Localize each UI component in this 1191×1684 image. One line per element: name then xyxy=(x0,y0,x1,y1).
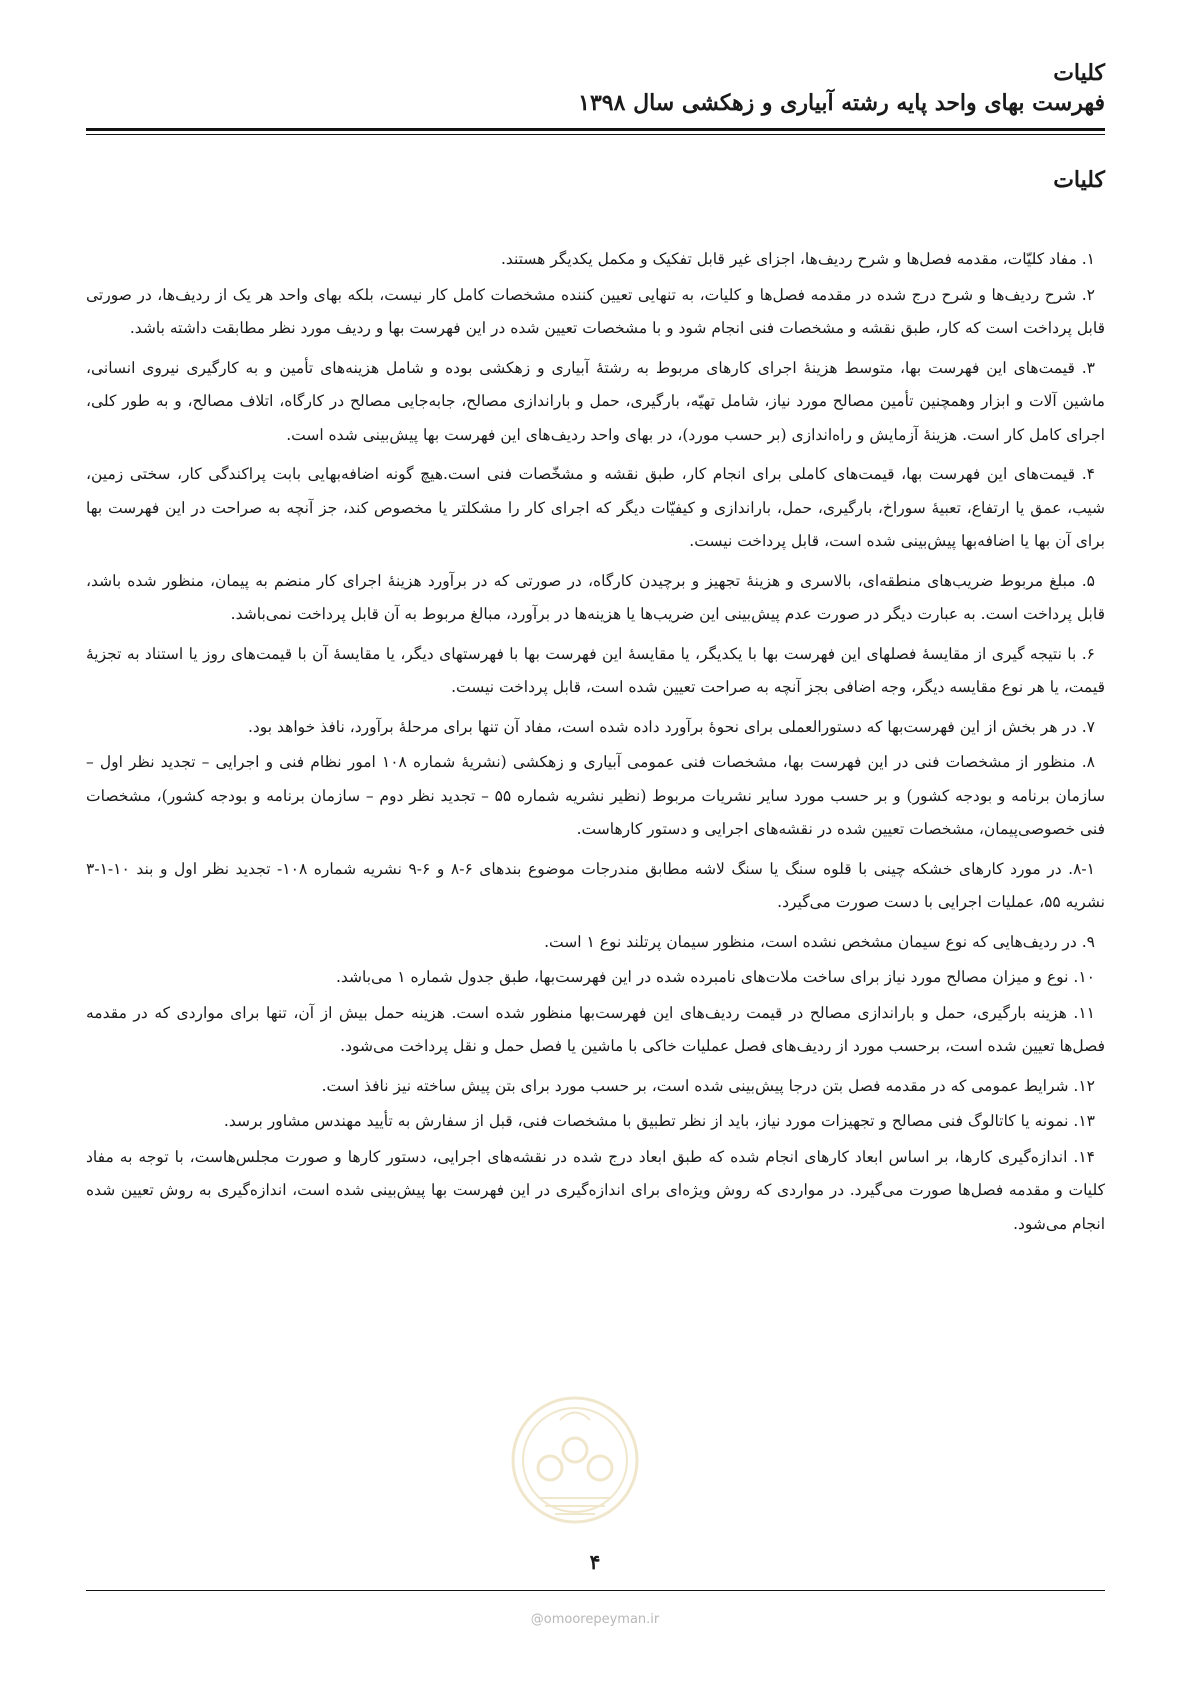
paragraph-6: ۶. با نتیجه گیری از مقایسهٔ فصلهای این فهرست بها با یکدیگر، یا مقایسهٔ این فهرست بها با فهرستهای دیگر، یا مقایسهٔ آن با قیمت‌های روز یا استناد به تجزیهٔ قیمت، یا هر نوع مقایسه دیگر، وجه اضافی بجز آنچه به صراحت تعیین شده است، قابل پرداخت نیست. xyxy=(86,644,1105,696)
header-subtitle: فهرست بهای واحد پایه رشته آبیاری و زهکشی سال ۱۳۹۸ xyxy=(578,90,1105,116)
paragraph-8-1: ۸-۱. در مورد کارهای خشکه چینی با قلوه سنگ یا سنگ لاشه مطابق مندرجات موضوع بندهای ۶-۸ و ۶-۹ نشریه شماره ۱۰۸- تجدید نظر اول و بند ۱۰-۱-۳ نشریه ۵۵، عملیات اجرایی با دست صورت می‌گیرد. xyxy=(86,859,1105,911)
paragraph-9: ۹. در ردیف‌هایی که نوع سیمان مشخص نشده است، منظور سیمان پرتلند نوع ۱ است. xyxy=(544,932,1095,951)
header-rule-thick xyxy=(86,128,1105,131)
footer-rule xyxy=(86,1590,1105,1591)
paragraph-4: ۴. قیمت‌های این فهرست بها، قیمت‌های کاملی برای انجام کار، طبق نقشه و مشخّصات فنی است.هیچ گونه اضافه‌بهایی بابت پراکندگی کار، سختی زمین، شیب، عمق یا ارتفاع، تعبیهٔ سوراخ، بارگیری، حمل، باراندازی و کیفیّات دیگر که اجرای کار را مشکلتر یا مخصوص کند، جز آنچه به صراحت در این فهرست بها برای آن بها یا اضافه‌بها پیش‌بینی شده است، قابل پرداخت نیست. xyxy=(86,465,1105,550)
paragraph-11: ۱۱. هزینه بارگیری، حمل و باراندازی مصالح در قیمت ردیف‌های این فهرست‌بها منظور شده است. هزینه حمل بیش از آن، تنها برای مواردی که در مقدمه فصل‌ها تعیین شده است، برحسب مورد از ردیف‌های فصل عملیات خاکی با ماشین یا فصل حمل و نقل پرداخت می‌شود. xyxy=(86,1003,1105,1055)
omoor-peyman-logo-icon xyxy=(500,1380,650,1540)
body-text xyxy=(86,243,1105,1247)
page-header xyxy=(86,58,1105,118)
paragraph-10: ۱۰. نوع و میزان مصالح مورد نیاز برای ساخت ملات‌های نامبرده شده در این فهرست‌بها، طبق جدول شماره ۱ می‌باشد. xyxy=(335,968,1095,986)
paragraph-2: ۲. شرح ردیف‌ها و شرح درج شده در مقدمه فصل‌ها و کلیات، به تنهایی تعیین کننده مشخصات کامل کار نیست، بلکه بهای واحد هر یک از ردیف‌ها، در صورتی قابل پرداخت است که کار، طبق نقشه و مشخصات فنی انجام شود و با مشخصات تعیین شده در این فهرست بها و ردیف مورد نظر مطابقت داشته باشد. xyxy=(86,285,1105,337)
header-rule-thin xyxy=(86,134,1105,135)
paragraph-7: ۷. در هر بخش از این فهرست‌بها که دستورالعملی برای نحوهٔ برآورد داده شده است، مفاد آن تنها برای مرحلهٔ برآورد، نافذ خواهد بود. xyxy=(247,717,1095,736)
section-heading: کلیات xyxy=(1053,167,1105,193)
paragraph-1: ۱. مفاد کلیّات، مقدمه فصل‌ها و شرح ردیف‌ها، اجزای غیر قابل تفکیک و مکمل یکدیگر هستند. xyxy=(500,250,1095,268)
paragraph-5: ۵. مبلغ مربوط ضریب‌های منطقه‌ای، بالاسری و هزینهٔ تجهیز و برچیدن کارگاه، در صورتی که در برآورد هزینهٔ اجرای کار منضم به پیمان، منظور شده باشد، قابل پرداخت است. به عبارت دیگر در صورت عدم پیش‌بینی این ضریب‌ها یا هزینه‌ها در برآورد، مبالغ مربوط به آن قابل پرداخت نمی‌باشد. xyxy=(86,571,1105,623)
page-number: ۴ xyxy=(589,1550,601,1574)
paragraph-3: ۳. قیمت‌های این فهرست بها، متوسط هزینهٔ اجرای کارهای مربوط به رشتهٔ آبیاری و زهکشی بوده و شامل هزینه‌های تأمین و به کارگیری نیروی انسانی، ماشین آلات و ابزار وهمچنین تأمین مصالح مورد نیاز، شامل تهیّه، بارگیری، حمل و باراندازی مصالح، جابه‌جایی مصالح در کارگاه، اتلاف مصالح، و به طور کلی، اجرای کامل کار است. هزینهٔ آزمایش و راه‌اندازی (بر حسب مورد)، در بهای واحد ردیف‌های این فهرست بها پیش‌بینی شده است. xyxy=(86,358,1105,444)
footer-website[interactable]: @omoorepeyman.ir xyxy=(530,1612,660,1627)
paragraph-14: ۱۴. اندازه‌گیری کارها، بر اساس ابعاد کارهای انجام شده که طبق ابعاد درج شده در نقشه‌های اجرایی، دستور کارها و صورت مجلس‌هاست، با توجه به مفاد کلیات و مقدمه فصل‌ها صورت می‌گیرد. در مواردی که روش ویژه‌ای برای اندازه‌گیری در این فهرست بها پیش‌بینی شده است، اندازه‌گیری به روش تعیین شده انجام می‌شود. xyxy=(86,1147,1105,1233)
paragraph-12: ۱۲. شرایط عمومی که در مقدمه فصل بتن درجا پیش‌بینی شده است، بر حسب مورد برای بتن پیش ساخته نیز نافذ است. xyxy=(321,1076,1095,1095)
paragraph-13: ۱۳. نمونه یا کاتالوگ فنی مصالح و تجهیزات مورد نیاز، باید از نظر تطبیق با مشخصات فنی، قبل از سفارش به تأیید مهندس مشاور برسد. xyxy=(223,1112,1095,1130)
paragraph-8: ۸. منظور از مشخصات فنی در این فهرست بها، مشخصات فنی عمومی آبیاری و زهکشی (نشریهٔ شماره ۱۰۸ امور نظام فنی و اجرایی – تجدید نظر اول – سازمان برنامه و بودجه کشور) و بر حسب مورد سایر نشریات مربوط (نظیر نشریه شماره ۵۵ – تجدید نظر دوم – سازمان برنامه و بودجه کشور)، مشخصات فنی خصوصی‌پیمان، مشخصات تعیین شده در نقشه‌های اجرایی و دستور کارهاست. xyxy=(86,753,1105,838)
header-title: کلیات xyxy=(1053,60,1105,86)
